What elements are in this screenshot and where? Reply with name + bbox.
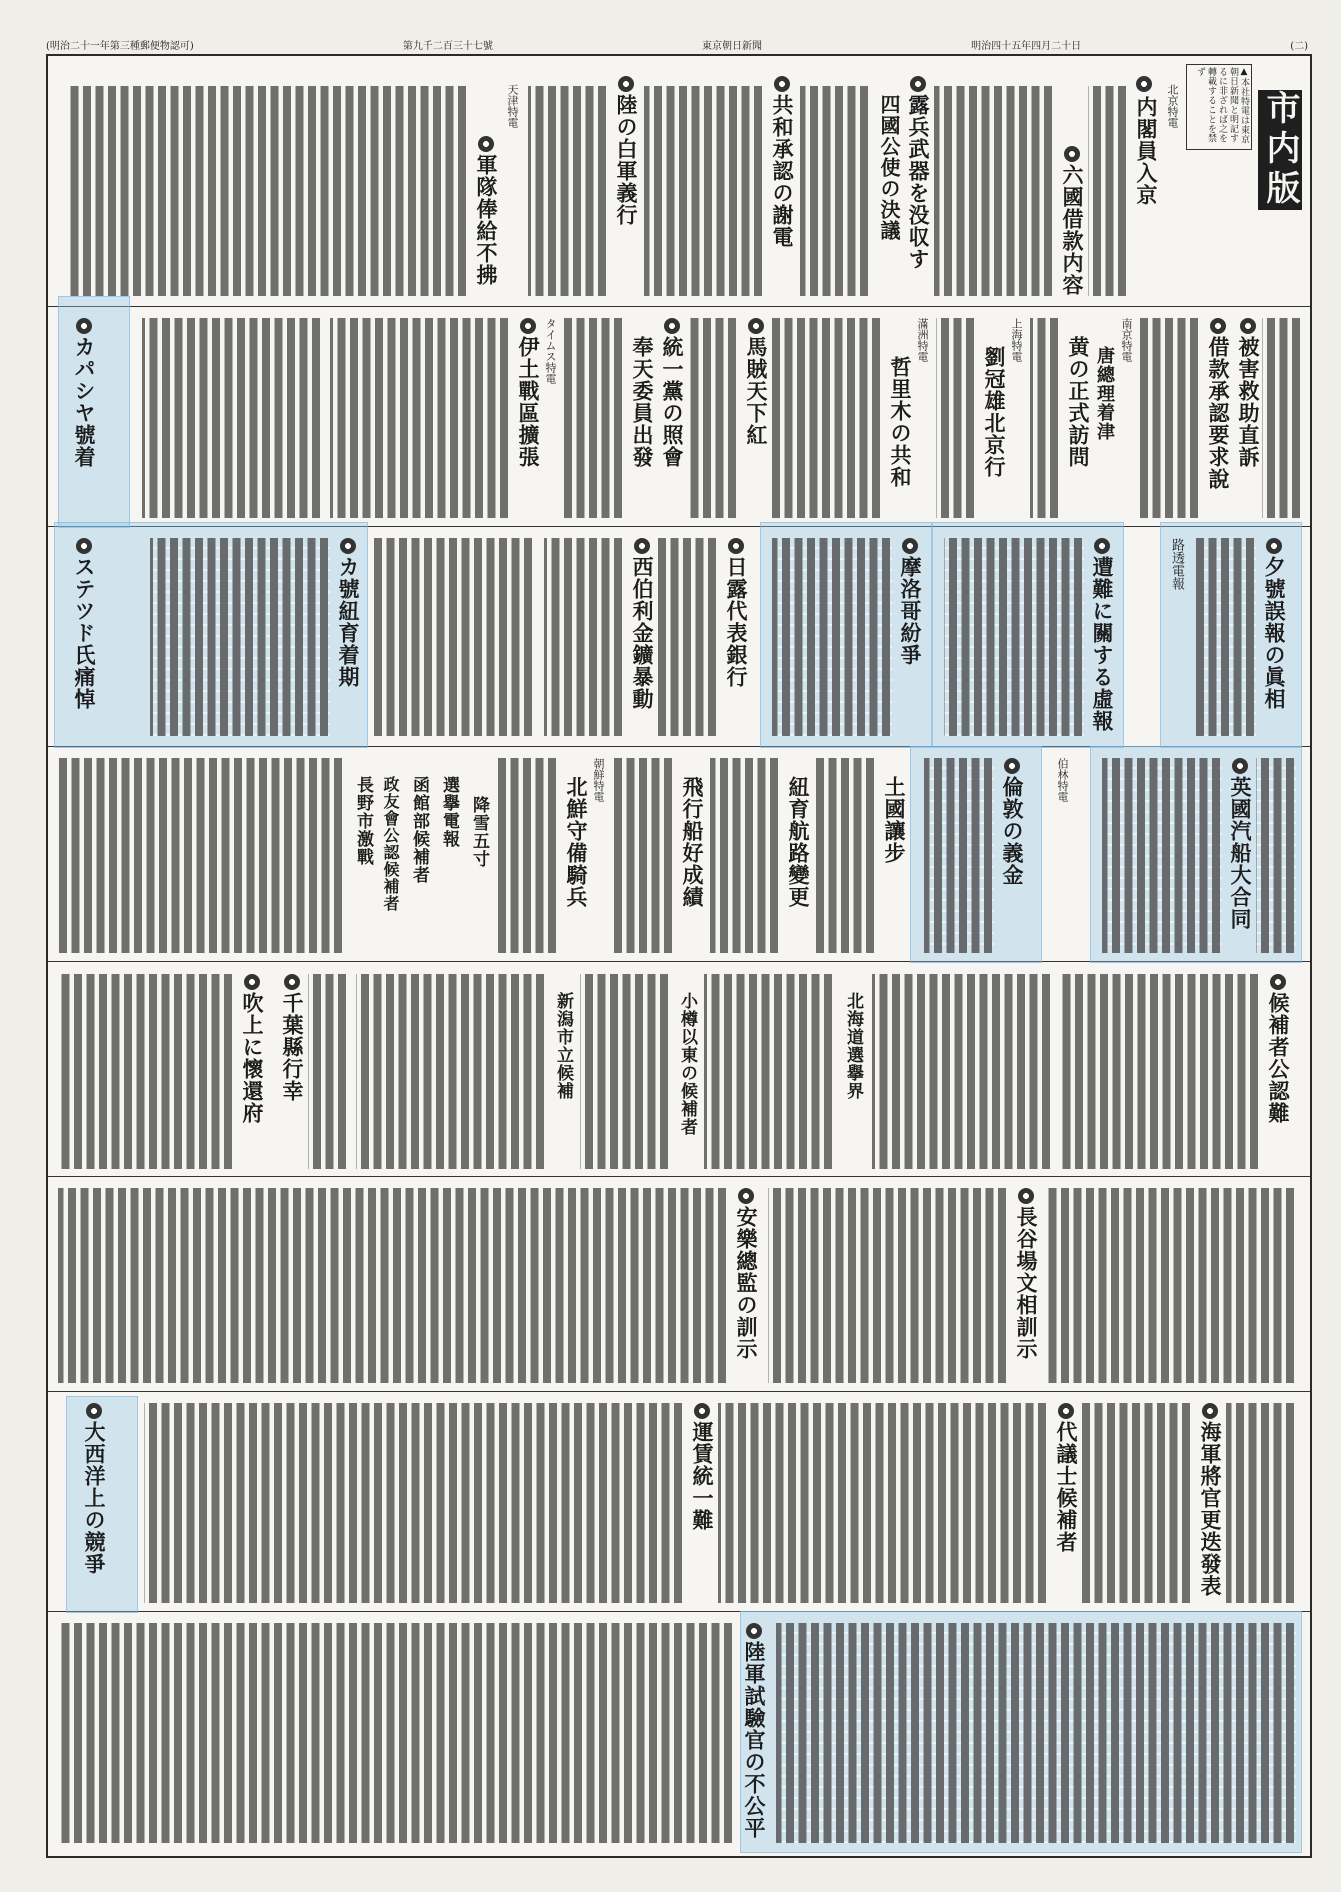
article-text (58, 1188, 728, 1383)
article-text (374, 538, 534, 736)
headline-liu-guanxiong: 劉冠雄北京行 (982, 346, 1007, 478)
headline-turkey-concede: 土國讓步 (882, 776, 907, 864)
article-text (356, 974, 546, 1169)
article-text (150, 538, 330, 736)
article-text (658, 538, 718, 736)
article-text (58, 974, 234, 1169)
article-text (1256, 758, 1296, 953)
masthead-paper-name: 東京朝日新聞 (702, 41, 762, 52)
article-text (800, 86, 870, 296)
bullet-icon (1018, 1188, 1034, 1204)
article-text (944, 538, 1084, 736)
headline-chiba-visit: 千葉縣行幸 (280, 992, 305, 1102)
headline-british-union: 英國汽船大合同 (1228, 776, 1253, 930)
article-text (772, 538, 892, 736)
article-text (1082, 1403, 1192, 1603)
bullet-icon (748, 318, 764, 334)
article-text (1088, 86, 1128, 296)
article-text (1226, 1403, 1296, 1603)
headline-navy-transfer: 海軍將官更迭發表 (1198, 1421, 1223, 1597)
bullet-icon (910, 76, 926, 92)
nanjing-cable-label: 南京特電 (1120, 318, 1133, 362)
headline-mazei: 馬賊天下紅 (744, 336, 769, 446)
article-text (330, 318, 510, 518)
bullet-icon (86, 1403, 102, 1419)
article-text (768, 1188, 1008, 1383)
article-text (308, 974, 348, 1169)
article-text (528, 86, 608, 296)
tianjin-cable-label: 天津特電 (506, 84, 519, 128)
article-text (718, 1403, 1048, 1603)
article-text (580, 974, 670, 1169)
headline-carpathia: カパシヤ號着 (72, 336, 97, 468)
headline-election-report: 選擧電報 (439, 776, 459, 848)
bullet-icon (1004, 758, 1020, 774)
bullet-icon (478, 136, 494, 152)
article-text (936, 318, 976, 518)
article-text (58, 1623, 734, 1843)
strip-divider (48, 1391, 1310, 1392)
berlin-cable-label: 伯林特電 (1056, 758, 1069, 802)
bullet-icon (520, 318, 536, 334)
bullet-icon (284, 974, 300, 990)
headline-london-relief: 倫敦の義金 (1000, 776, 1025, 886)
article-text (934, 86, 1054, 296)
headline-fengtian: 奉天委員出發 (630, 336, 655, 468)
masthead-note: (明治二十一年第三種郵便物認可) (46, 41, 194, 52)
masthead-page-number: (二) (1290, 41, 1308, 52)
article-text (144, 1403, 684, 1603)
headline-relief-petition: 被害救助直訴 (1236, 336, 1261, 468)
headline-political-party: 政友會公認候補者 (381, 776, 400, 912)
headline-lu-white-flag: 陸の白軍義行 (614, 94, 639, 226)
masthead (46, 40, 1308, 54)
article-text (816, 758, 876, 953)
headline-diet-candidates: 代議士候補者 (1054, 1421, 1079, 1553)
bullet-icon (1240, 318, 1256, 334)
headline-huang-visit: 黄の正式訪問 (1066, 336, 1091, 468)
headline-siberia-mine: 西伯利金鑛暴動 (630, 556, 655, 710)
headline-niigata: 新潟市立候補 (553, 992, 573, 1100)
bullet-icon (1058, 1403, 1074, 1419)
bullet-icon (244, 974, 260, 990)
bullet-icon (1136, 76, 1152, 92)
section-banner: 市内版 (1260, 90, 1300, 210)
bullet-icon (340, 538, 356, 554)
headline-ny-route: 紐育航路變更 (786, 776, 811, 908)
headline-zheli-republic: 哲里木の共和 (888, 356, 913, 488)
masthead-issue: 第九千二百三十七號 (402, 41, 493, 52)
headline-army-pay: 軍隊俸給不拂 (474, 154, 499, 286)
bullet-icon (1210, 318, 1226, 334)
headline-unity-party: 統一黨の照會 (660, 336, 685, 468)
bullet-icon (774, 76, 790, 92)
headline-distress-rumor: 遭難に關する虛報 (1090, 556, 1115, 732)
headline-tang-arrival: 唐總理着津 (1094, 346, 1115, 441)
headline-north-guard: 北鮮守備騎兵 (564, 776, 589, 908)
bullet-icon (76, 318, 92, 334)
article-text (1262, 318, 1302, 518)
article-text (1140, 318, 1200, 518)
headline-anraku-speech: 安樂總監の訓示 (734, 1206, 759, 1360)
headline-yite-warship: 伊土戰區擴張 (516, 336, 541, 468)
bullet-icon (1270, 974, 1286, 990)
headline-japan-bank: 日露代表銀行 (724, 556, 749, 688)
headline-fukiage: 吹上に懷還府 (240, 992, 265, 1124)
article-text (1102, 758, 1222, 953)
headline-snowfall: 降雪五寸 (469, 796, 489, 868)
bullet-icon (738, 1188, 754, 1204)
headline-stead-mourning: ステツド氏痛悼 (72, 556, 97, 710)
bullet-icon (728, 538, 744, 554)
headline-cabinet-entry: 内閣員入京 (1134, 96, 1159, 206)
strip-divider (48, 1176, 1310, 1177)
article-text (776, 1623, 1296, 1843)
headline-army-exam: 陸軍試驗官の不公平 (742, 1641, 767, 1839)
headline-kobayashi: 小樽以東の候補者 (677, 992, 697, 1136)
bullet-icon (618, 76, 634, 92)
article-text (644, 86, 764, 296)
headline-airship: 飛行船好成績 (680, 776, 705, 908)
article-text (1030, 318, 1060, 518)
korea-cable-label: 朝鮮特電 (592, 758, 605, 802)
headline-evening-report: 夕號誤報の眞相 (1262, 556, 1287, 710)
shanghai-cable-label: 上海特電 (1010, 318, 1023, 362)
headline-republic-telegram: 共和承認の謝電 (770, 94, 795, 248)
headline-atlantic-race: 大西洋上の競爭 (82, 1421, 107, 1575)
article-text (704, 974, 834, 1169)
headline-hakodate: 函館部候補者 (409, 776, 429, 884)
masthead-date: 明治四十五年四月二十日 (971, 41, 1082, 52)
headline-loan-content: 六國借款内容 (1060, 164, 1085, 296)
bullet-icon (1202, 1403, 1218, 1419)
article-text (872, 974, 1052, 1169)
strip-divider (48, 306, 1310, 307)
article-text (614, 758, 674, 953)
article-text (498, 758, 558, 953)
article-text (1060, 974, 1260, 1169)
article-text (710, 758, 780, 953)
headline-troops: 露兵武器を没収す (906, 94, 931, 270)
bullet-icon (664, 318, 680, 334)
bullet-icon (902, 538, 918, 554)
article-text (688, 318, 738, 518)
headline-nagano: 長野市激戰 (353, 776, 373, 866)
beijing-cable-label: 北京特電 (1166, 84, 1179, 128)
headline-hokkaido: 北海道選擧界 (843, 992, 863, 1100)
article-text (58, 758, 344, 953)
bullet-icon (694, 1403, 710, 1419)
headline-hase-speech: 長谷場文相訓示 (1014, 1206, 1039, 1360)
road-telegram-label: 路透電報 (1169, 538, 1184, 590)
article-text (924, 758, 994, 953)
headline-ship-arrival: カ號紐育着期 (336, 556, 361, 688)
headline-tariff: 運賃統一難 (690, 1421, 715, 1531)
manchuria-cable-label: 滿洲特電 (916, 318, 929, 362)
bullet-icon (1232, 758, 1248, 774)
bullet-icon (1064, 146, 1080, 162)
article-text (1046, 1188, 1296, 1383)
article-text (564, 318, 624, 518)
headline-morocco: 摩洛哥紛爭 (898, 556, 923, 666)
bullet-icon (1266, 538, 1282, 554)
bullet-icon (634, 538, 650, 554)
bullet-icon (76, 538, 92, 554)
article-text (772, 318, 882, 518)
article-text (1196, 538, 1256, 736)
headline-loan-demand: 借款承認要求說 (1206, 336, 1231, 490)
article-text (142, 318, 322, 518)
bullet-icon (746, 1623, 762, 1639)
times-cable-label: タイムス特電 (544, 318, 557, 384)
article-text (68, 86, 468, 296)
newspaper-page (46, 54, 1312, 1858)
article-text (544, 538, 624, 736)
headline-envoys: 四國公使の決議 (877, 94, 901, 241)
bullet-icon (1094, 538, 1110, 554)
headline-candidate-approval: 候補者公認難 (1266, 992, 1291, 1124)
reprint-notice: ▲本社特電は東京朝日新聞と明記するに非ざれば之を轉載することを禁ず (1186, 64, 1252, 150)
